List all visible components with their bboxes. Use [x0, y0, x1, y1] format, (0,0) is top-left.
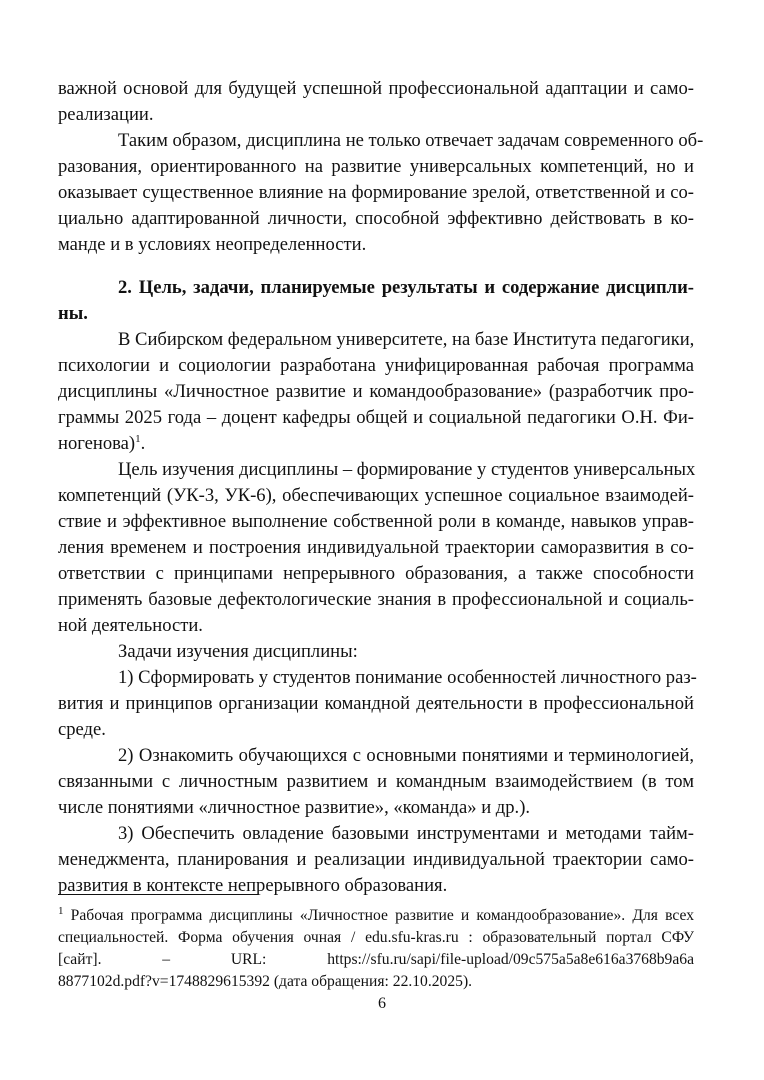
paragraph-line: ствие и эффективное выполнение собственной роли в команде, навыков управ- [58, 511, 694, 532]
footnote-line [58, 905, 694, 927]
list-item-line: числе понятиями «личностное развитие», «команда» и др.). [58, 797, 531, 818]
list-item-line: 3) Обеспечить овладение базовыми инструментами и методами тайм- [118, 823, 694, 844]
list-item-line: вития и принципов организации командной деятельности в профессиональной [58, 693, 694, 714]
footnote-marker: 1 [58, 904, 64, 917]
paragraph-line: реализации. [58, 104, 154, 125]
list-item-line: развития в контексте непрерывного образования. [58, 875, 448, 896]
paragraph-line: дисциплины «Личностное развитие и командообразование» (разработчик про- [58, 381, 694, 402]
period: . [140, 433, 146, 454]
paragraph-line: компетенций (УК-3, УК-6), обеспечивающих успешное социальное взаимодей- [58, 485, 694, 506]
page-number: 6 [378, 995, 386, 1012]
paragraph-line: оказывает существенное влияние на формирование зрелой, ответственной и со- [58, 182, 694, 203]
paragraph-line: ления временем и построения индивидуальной траектории саморазвития в со- [58, 537, 694, 558]
footnote-separator [58, 894, 258, 895]
paragraph-line: Таким образом, дисциплина не только отвечает задачам современного об- [118, 130, 704, 151]
list-item-line: 2) Ознакомить обучающихся с основными понятиями и терминологией, [118, 745, 694, 766]
section-heading-cont: ны. [58, 303, 88, 324]
paragraph-line: Цель изучения дисциплины – формирование у студентов универсальных [118, 459, 696, 480]
paragraph-line: граммы 2025 года – доцент кафедры общей и социальной педагогики О.Н. Фи- [58, 407, 694, 428]
footnote-line: специальностей. Форма обучения очная / edu.sfu-kras.ru : образовательный портал СФУ [58, 929, 694, 946]
paragraph-line: важной основой для будущей успешной профессиональной адаптации и само- [58, 78, 694, 99]
list-item-line: среде. [58, 719, 106, 740]
section-heading: 2. Цель, задачи, планируемые результаты и содержание дисципли- [118, 277, 694, 298]
footnote-line: 8877102d.pdf?v=1748829615392 (дата обращения: 22.10.2025). [58, 973, 473, 990]
list-item-line: 1) Сформировать у студентов понимание особенностей личностного раз- [118, 667, 697, 688]
list-item-line: менеджмента, планирования и реализации индивидуальной траектории само- [58, 849, 694, 870]
footnote-text: Рабочая программа дисциплины «Личностное развитие и командообразование». Для всех [63, 907, 694, 924]
paragraph-line: манде и в условиях неопределенности. [58, 234, 367, 255]
footnote-line[interactable]: [сайт]. – URL: https://sfu.ru/sapi/file-upload/09c575a5a8e616a3768b9a6a [58, 951, 694, 968]
footnote-reference[interactable]: 1 [135, 432, 141, 445]
paragraph-line: ответствии с принципами непрерывного образования, а также способности [58, 563, 694, 584]
paragraph-line: ной деятельности. [58, 615, 203, 636]
paragraph-text: ногенова) [58, 433, 136, 454]
list-item-line: связанными с личностным развитием и командным взаимодействием (в том [58, 771, 694, 792]
paragraph-line: Задачи изучения дисциплины: [118, 641, 358, 662]
paragraph-line: психологии и социологии разработана унифицированная рабочая программа [58, 355, 694, 376]
paragraph-line [58, 431, 694, 457]
paragraph-line: В Сибирском федеральном университете, на базе Института педагогики, [118, 329, 695, 350]
paragraph-line: циально адаптированной личности, способной эффективно действовать в ко- [58, 208, 694, 229]
paragraph-line: применять базовые дефектологические знания в профессиональной и социаль- [58, 589, 694, 610]
paragraph-line: разования, ориентированного на развитие универсальных компетенций, но и [58, 156, 694, 177]
